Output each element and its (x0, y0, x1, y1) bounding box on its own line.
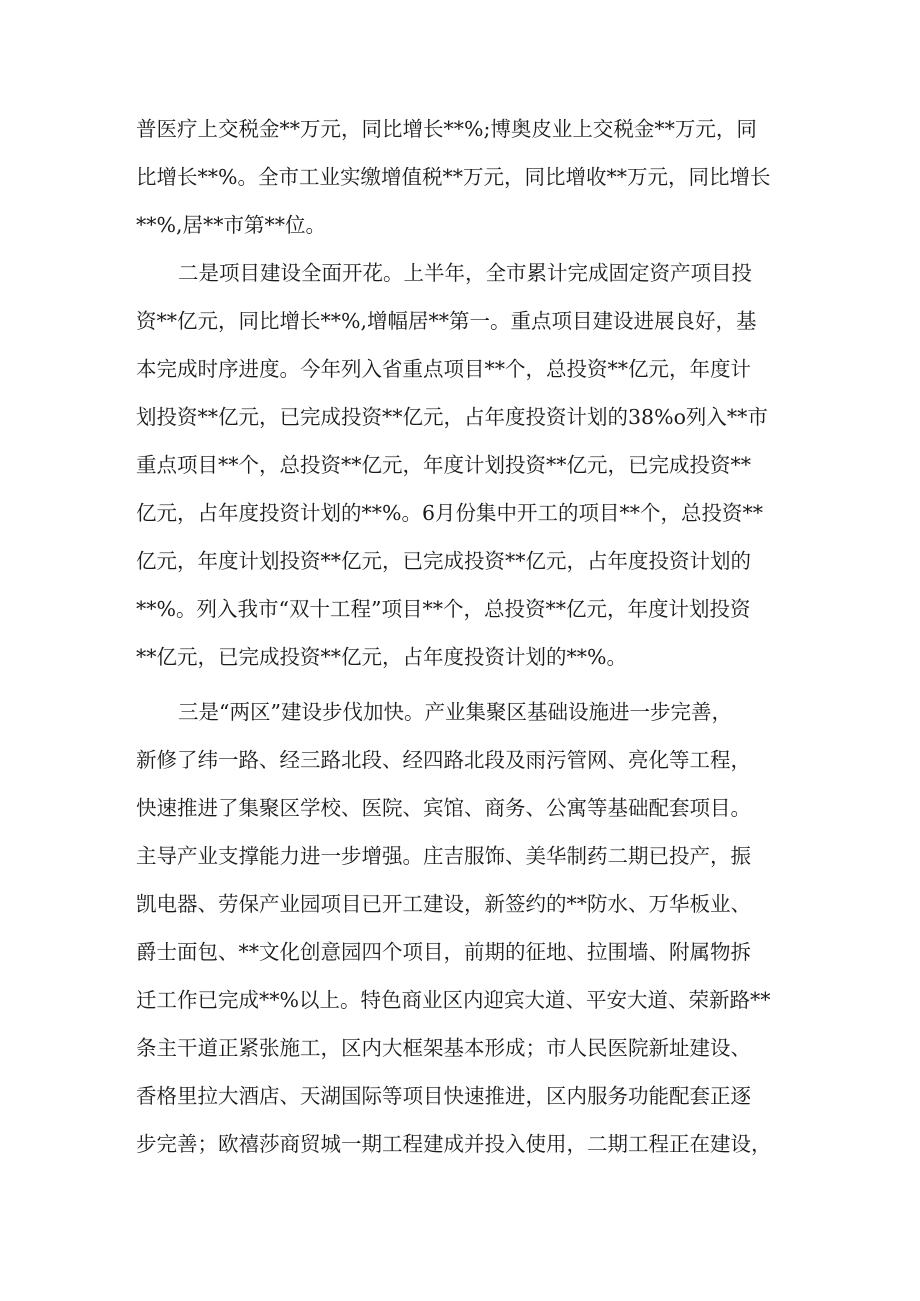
line-text: 步完善；欧禧莎商贸城一期工程建成并投入使用，二期工程正在建设， (136, 1132, 772, 1156)
line-text: 快速推进了集聚区学校、医院、宾馆、商务、公寓等基础配套项目。 (136, 796, 751, 820)
text-line (0, 347, 920, 391)
line-text: 划投资**亿元，已完成投资**亿元，占年度投资计划的38%o列入**市 (136, 405, 768, 429)
text-line (0, 635, 920, 679)
line-text: 本完成时序进度。今年列入省重点项目**个，总投资**亿元，年度计 (136, 357, 751, 381)
line-text: **%。列入我市“双十工程”项目**个，总投资**亿元，年度计划投资 (136, 597, 751, 621)
text-line (0, 738, 920, 782)
text-line (0, 299, 920, 343)
text-line (0, 203, 920, 247)
line-text: **%,居**市第**位。 (136, 213, 326, 237)
text-line (0, 1074, 920, 1118)
line-text: 亿元，年度计划投资**亿元，已完成投资**亿元，占年度投资计划的 (136, 549, 751, 573)
line-text: 爵士面包、**文化创意园四个项目，前期的征地、拉围墙、附属物拆 (136, 940, 751, 964)
text-line (0, 395, 920, 439)
line-text: 三是“两区”建设步伐加快。产业集聚区基础设施进一步完善， (178, 700, 732, 724)
text-line (0, 1026, 920, 1070)
text-line (0, 930, 920, 974)
line-text: 迁工作已完成**%以上。特色商业区内迎宾大道、平安大道、荣新路** (136, 988, 771, 1012)
text-line (0, 491, 920, 535)
text-line (0, 1122, 920, 1166)
text-line (0, 155, 920, 199)
text-line (0, 443, 920, 487)
line-text: 主导产业支撑能力进一步增强。庄吉服饰、美华制药二期已投产，振 (136, 844, 751, 868)
line-text: 比增长**%。全市工业实缴增值税**万元，同比增收**万元，同比增长 (136, 165, 771, 189)
text-line (0, 690, 920, 734)
line-text: 重点项目**个，总投资**亿元，年度计划投资**亿元，已完成投资** (136, 453, 751, 477)
text-line (0, 834, 920, 878)
line-text: 新修了纬一路、经三路北段、经四路北段及雨污管网、亮化等工程， (136, 748, 751, 772)
line-text: 条主干道正紧张施工，区内大框架基本形成；市人民医院新址建设、 (136, 1036, 751, 1060)
text-line (0, 107, 920, 151)
line-text: 普医疗上交税金**万元，同比增长**%;博奥皮业上交税金**万元，同 (136, 117, 757, 141)
text-line (0, 587, 920, 631)
text-line (0, 978, 920, 1022)
text-line (0, 251, 920, 295)
line-text: **亿元，已完成投资**亿元，占年度投资计划的**%。 (136, 645, 627, 669)
line-text: 香格里拉大酒店、天湖国际等项目快速推进，区内服务功能配套正逐 (136, 1084, 751, 1108)
line-text: 凯电器、劳保产业园项目已开工建设，新签约的**防水、万华板业、 (136, 892, 751, 916)
text-line (0, 539, 920, 583)
text-line (0, 882, 920, 926)
line-text: 二是项目建设全面开花。上半年，全市累计完成固定资产项目投 (178, 261, 752, 285)
line-text: 亿元，占年度投资计划的**%。6月份集中开工的项目**个，总投资** (136, 501, 764, 525)
text-line (0, 786, 920, 830)
line-text: 资**亿元，同比增长**%,增幅居**第一。重点项目建设进展良好，基 (136, 309, 757, 333)
